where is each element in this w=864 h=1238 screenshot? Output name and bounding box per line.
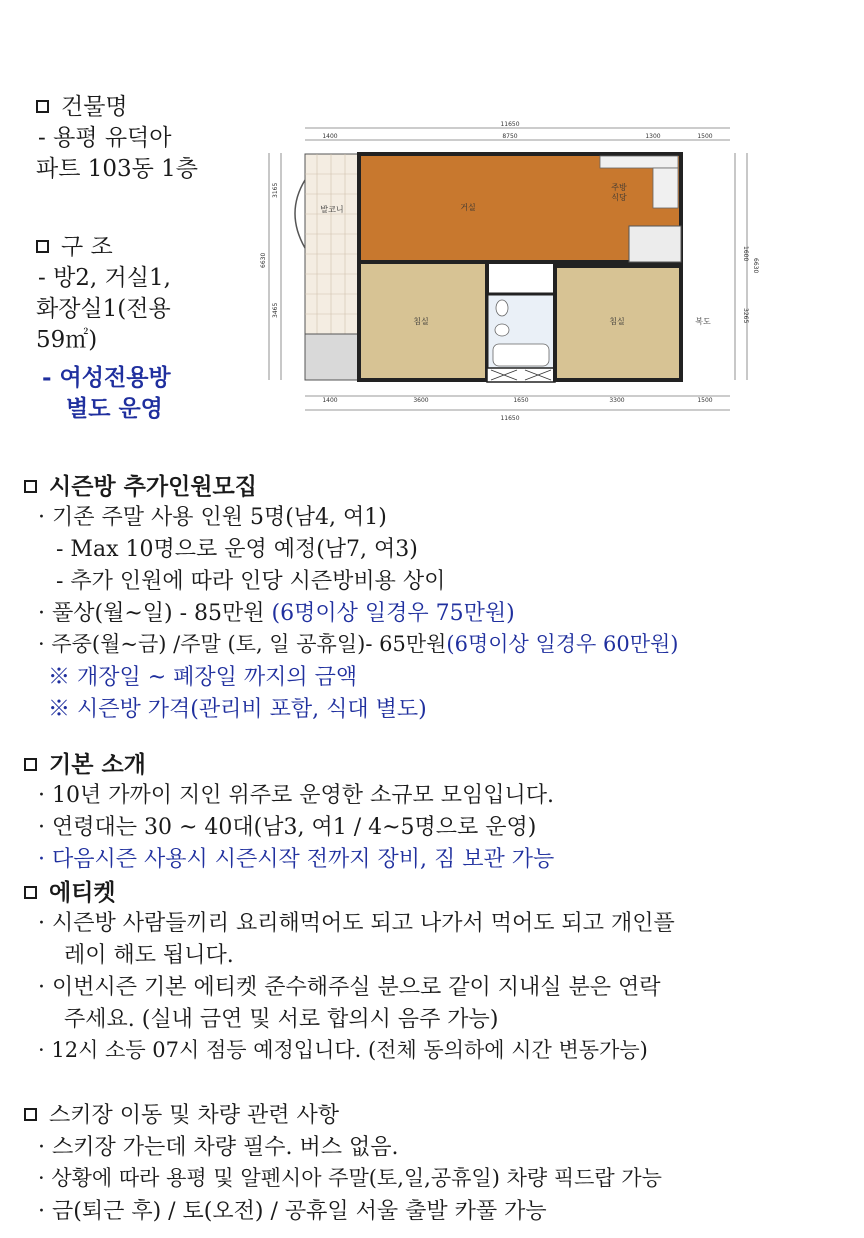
- recruit-note-2: ※ 시즌방 가격(관리비 포함, 식대 별도): [48, 697, 427, 722]
- toilet-icon: [496, 300, 508, 316]
- structure-line2: 화장실1(전용: [36, 296, 171, 322]
- price-full-note: (6명이상 일경우 75만원): [271, 601, 515, 626]
- building-line2: 파트 103동 1층: [36, 156, 199, 182]
- room-hallway-label: 복도: [695, 317, 711, 326]
- ski-heading: 스키장 이동 및 차량 관련 사항: [24, 1098, 339, 1129]
- etiquette-line-3: · 이번시즌 기본 에티켓 준수해주실 분으로 같이 지내실 분은 연락: [38, 975, 661, 1000]
- checkbox-square-icon: [36, 240, 49, 253]
- balcony-curve: [295, 180, 305, 248]
- ski-item-2: · 상황에 따라 용평 및 알펜시아 주말(토,일,공휴일) 차량 픽드랍 가능: [38, 1166, 662, 1190]
- dim-right-2: 6630: [752, 258, 759, 274]
- ski-item-1: · 스키장 가는데 차량 필수. 버스 없음.: [38, 1135, 399, 1160]
- dim-bottom-2: 3600: [413, 397, 429, 404]
- checkbox-square-icon: [24, 886, 37, 899]
- dim-top-4: 1500: [697, 133, 713, 140]
- ski-item-3: · 금(퇴근 후) / 토(오전) / 공휴일 서울 출발 카풀 가능: [38, 1199, 547, 1224]
- kitchen-counter-side: [653, 168, 678, 208]
- dim-left-1: 3165: [272, 182, 279, 198]
- storage-area: [305, 334, 359, 380]
- dim-right-1: 1600: [742, 246, 749, 262]
- dim-total-bottom: 11650: [500, 415, 520, 422]
- dim-top-3: 1300: [645, 133, 661, 140]
- dim-right-3: 3265: [742, 308, 749, 324]
- dim-total-top: 11650: [500, 121, 520, 128]
- room-kitchen-label-2: 식당: [611, 193, 627, 202]
- recruit-heading: 시즌방 추가인원모집: [24, 468, 257, 501]
- intro-item-1: · 10년 가까이 지인 위주로 운영한 소규모 모임입니다.: [38, 783, 554, 808]
- kitchen-counter: [600, 156, 678, 168]
- price-full: · 풀상(월~일) - 85만원 (6명이상 일경우 75만원): [38, 601, 515, 626]
- recruit-note-1: ※ 개장일 ~ 폐장일 까지의 금액: [48, 665, 358, 690]
- room-balcony-label: 발코니: [320, 205, 344, 214]
- structure-line1: - 방2, 거실1,: [38, 265, 171, 291]
- bath-window: [487, 368, 555, 382]
- structure-section: [36, 232, 171, 424]
- room-bedroom-right-label: 침실: [609, 317, 625, 326]
- bathtub-icon: [493, 344, 549, 366]
- room-living-label: 거실: [460, 203, 476, 212]
- building-line1: - 용평 유덕아: [38, 125, 172, 151]
- balcony-area: [305, 154, 359, 334]
- checkbox-square-icon: [24, 758, 37, 771]
- utility-room: [629, 226, 681, 262]
- room-kitchen-label-1: 주방: [611, 183, 627, 192]
- etiquette-heading: 에티켓: [24, 874, 116, 907]
- sink-icon: [495, 324, 509, 336]
- intro-heading: 기본 소개: [24, 746, 146, 779]
- checkbox-square-icon: [24, 1108, 37, 1121]
- etiquette-line-2: 레이 해도 됩니다.: [64, 943, 234, 968]
- dim-top-2: 8750: [502, 133, 518, 140]
- structure-line3: 59㎡): [36, 327, 98, 353]
- checkbox-square-icon: [36, 100, 49, 113]
- structure-note2: 별도 운영: [66, 395, 163, 422]
- dim-bottom-5: 1500: [697, 397, 713, 404]
- building-heading: 건물명: [36, 92, 198, 123]
- dim-left-2: 6630: [260, 252, 267, 268]
- intro-item-2: · 연령대는 30 ~ 40대(남3, 여1 / 4~5명으로 운영): [38, 815, 537, 840]
- etiquette-line-1: · 시즌방 사람들끼리 요리해먹어도 되고 나가서 먹어도 되고 개인플: [38, 911, 675, 936]
- dim-top-1: 1400: [322, 133, 338, 140]
- dim-left-3: 3465: [272, 302, 279, 318]
- structure-heading: 구 조: [36, 232, 171, 263]
- recruit-item-1: · 기존 주말 사용 인원 5명(남4, 여1): [38, 505, 387, 530]
- dim-bottom-3: 1650: [513, 397, 529, 404]
- recruit-item-3: - 추가 인원에 따라 인당 시즌방비용 상이: [56, 569, 446, 594]
- dim-bottom-1: 1400: [322, 397, 338, 404]
- etiquette-line-4: 주세요. (실내 금연 및 서로 합의시 음주 가능): [64, 1007, 499, 1032]
- structure-note1: - 여성전용방: [42, 364, 171, 391]
- price-week-note: (6명이상 일경우 60만원): [446, 632, 679, 656]
- recruit-item-2: - Max 10명으로 운영 예정(남7, 여3): [56, 537, 418, 562]
- price-week: · 주중(월~금) /주말 (토, 일 공휴일)- 65만원(6명이상 일경우 60만원): [38, 632, 679, 656]
- watermark-logo: NAVER: [496, 266, 530, 276]
- floor-plan: [255, 118, 759, 428]
- checkbox-square-icon: [24, 480, 37, 493]
- dim-bottom-4: 3300: [609, 397, 625, 404]
- intro-item-storage: · 다음시즌 사용시 시즌시작 전까지 장비, 짐 보관 가능: [38, 847, 555, 872]
- building-section: [36, 92, 198, 185]
- room-bedroom-left-label: 침실: [413, 317, 429, 326]
- etiquette-line-5: · 12시 소등 07시 점등 예정입니다. (전체 동의하에 시간 변동가능): [38, 1038, 648, 1062]
